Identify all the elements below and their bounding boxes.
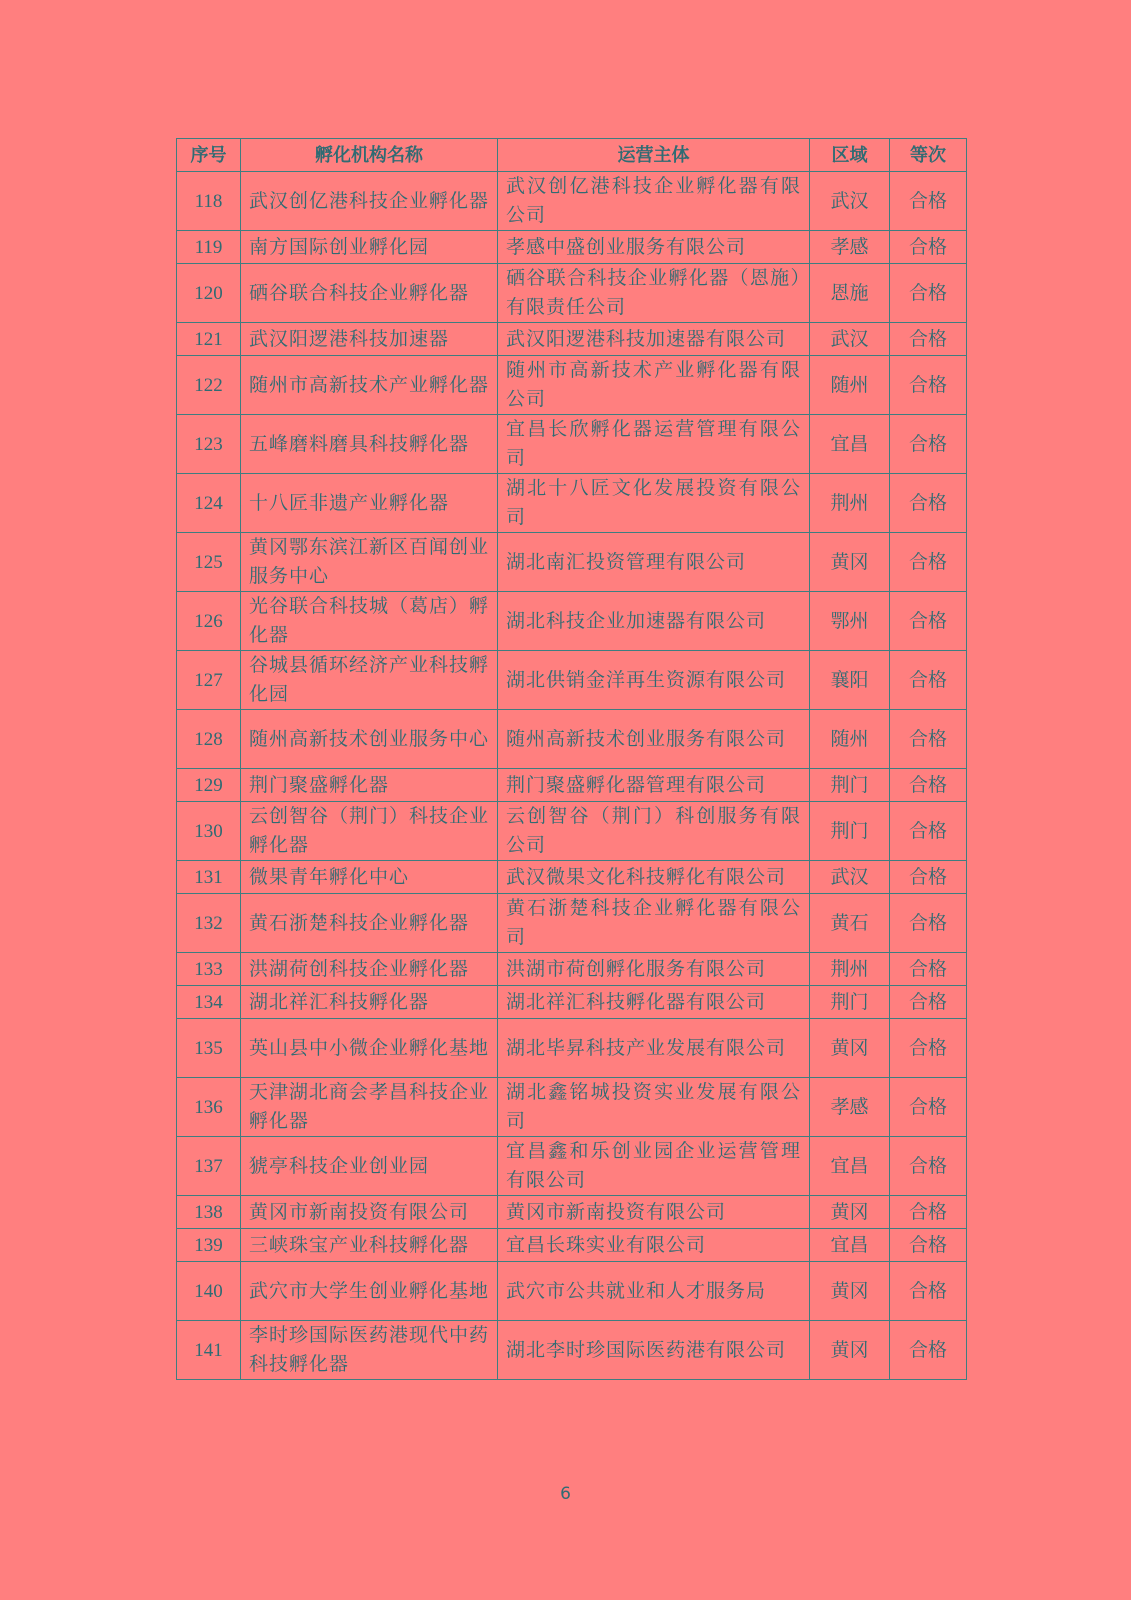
table-row — [177, 651, 967, 710]
cell-grade: 合格 — [890, 323, 967, 356]
cell-name: 武汉阳逻港科技加速器 — [241, 323, 498, 356]
cell-operator: 湖北祥汇科技孵化器有限公司 — [498, 986, 810, 1019]
table-row — [177, 356, 967, 415]
cell-operator: 洪湖市荷创孵化服务有限公司 — [498, 953, 810, 986]
header-operator: 运营主体 — [498, 139, 810, 172]
cell-region: 武汉 — [810, 323, 890, 356]
cell-name: 武穴市大学生创业孵化基地 — [241, 1262, 498, 1321]
table-row — [177, 1321, 967, 1380]
table-row — [177, 592, 967, 651]
cell-operator: 宜昌鑫和乐创业园企业运营管理有限公司 — [498, 1137, 810, 1196]
table-row — [177, 172, 967, 231]
table-row — [177, 894, 967, 953]
table-row — [177, 415, 967, 474]
cell-region: 荆州 — [810, 953, 890, 986]
table-row — [177, 802, 967, 861]
cell-region: 随州 — [810, 356, 890, 415]
cell-name: 随州高新技术创业服务中心 — [241, 710, 498, 769]
cell-grade: 合格 — [890, 231, 967, 264]
cell-no: 120 — [177, 264, 241, 323]
cell-name: 微果青年孵化中心 — [241, 861, 498, 894]
cell-grade: 合格 — [890, 1196, 967, 1229]
cell-grade: 合格 — [890, 986, 967, 1019]
table-row — [177, 264, 967, 323]
cell-name: 湖北祥汇科技孵化器 — [241, 986, 498, 1019]
cell-grade: 合格 — [890, 710, 967, 769]
cell-no: 124 — [177, 474, 241, 533]
cell-grade: 合格 — [890, 1321, 967, 1380]
cell-operator: 宜昌长欣孵化器运营管理有限公司 — [498, 415, 810, 474]
cell-name: 猇亭科技企业创业园 — [241, 1137, 498, 1196]
cell-operator: 武汉阳逻港科技加速器有限公司 — [498, 323, 810, 356]
cell-operator: 湖北十八匠文化发展投资有限公司 — [498, 474, 810, 533]
cell-operator: 硒谷联合科技企业孵化器（恩施）有限责任公司 — [498, 264, 810, 323]
cell-operator: 湖北供销金洋再生资源有限公司 — [498, 651, 810, 710]
cell-name: 随州市高新技术产业孵化器 — [241, 356, 498, 415]
cell-name: 南方国际创业孵化园 — [241, 231, 498, 264]
cell-grade: 合格 — [890, 1078, 967, 1137]
cell-grade: 合格 — [890, 415, 967, 474]
table-row — [177, 1229, 967, 1262]
cell-operator: 宜昌长珠实业有限公司 — [498, 1229, 810, 1262]
cell-region: 宜昌 — [810, 1137, 890, 1196]
cell-operator: 武汉微果文化科技孵化有限公司 — [498, 861, 810, 894]
cell-no: 134 — [177, 986, 241, 1019]
cell-region: 武汉 — [810, 172, 890, 231]
header-grade: 等次 — [890, 139, 967, 172]
cell-name: 光谷联合科技城（葛店）孵化器 — [241, 592, 498, 651]
cell-region: 黄冈 — [810, 1321, 890, 1380]
cell-grade: 合格 — [890, 651, 967, 710]
cell-grade: 合格 — [890, 953, 967, 986]
cell-name: 黄冈市新南投资有限公司 — [241, 1196, 498, 1229]
cell-no: 121 — [177, 323, 241, 356]
cell-name: 硒谷联合科技企业孵化器 — [241, 264, 498, 323]
cell-no: 138 — [177, 1196, 241, 1229]
table-row — [177, 1137, 967, 1196]
table-row — [177, 769, 967, 802]
cell-region: 黄石 — [810, 894, 890, 953]
cell-operator: 孝感中盛创业服务有限公司 — [498, 231, 810, 264]
cell-name: 谷城县循环经济产业科技孵化园 — [241, 651, 498, 710]
incubator-table-container — [176, 138, 966, 1380]
cell-region: 恩施 — [810, 264, 890, 323]
cell-operator: 云创智谷（荆门）科创服务有限公司 — [498, 802, 810, 861]
table-row — [177, 474, 967, 533]
cell-region: 宜昌 — [810, 1229, 890, 1262]
cell-no: 119 — [177, 231, 241, 264]
table-row — [177, 1078, 967, 1137]
cell-no: 127 — [177, 651, 241, 710]
cell-no: 118 — [177, 172, 241, 231]
cell-no: 139 — [177, 1229, 241, 1262]
cell-grade: 合格 — [890, 533, 967, 592]
cell-operator: 黄石浙楚科技企业孵化器有限公司 — [498, 894, 810, 953]
cell-name: 十八匠非遗产业孵化器 — [241, 474, 498, 533]
cell-operator: 随州市高新技术产业孵化器有限公司 — [498, 356, 810, 415]
table-row — [177, 1019, 967, 1078]
cell-region: 黄冈 — [810, 533, 890, 592]
cell-region: 荆门 — [810, 769, 890, 802]
cell-grade: 合格 — [890, 894, 967, 953]
cell-no: 131 — [177, 861, 241, 894]
cell-region: 宜昌 — [810, 415, 890, 474]
header-no: 序号 — [177, 139, 241, 172]
cell-no: 135 — [177, 1019, 241, 1078]
page-number: 6 — [560, 1484, 571, 1504]
cell-region: 随州 — [810, 710, 890, 769]
cell-operator: 湖北毕昇科技产业发展有限公司 — [498, 1019, 810, 1078]
cell-region: 黄冈 — [810, 1019, 890, 1078]
cell-operator: 湖北李时珍国际医药港有限公司 — [498, 1321, 810, 1380]
table-row — [177, 986, 967, 1019]
cell-name: 云创智谷（荆门）科技企业孵化器 — [241, 802, 498, 861]
cell-no: 128 — [177, 710, 241, 769]
table-row — [177, 533, 967, 592]
table-header-row — [177, 139, 967, 172]
cell-name: 五峰磨料磨具科技孵化器 — [241, 415, 498, 474]
cell-name: 三峡珠宝产业科技孵化器 — [241, 1229, 498, 1262]
cell-region: 孝感 — [810, 231, 890, 264]
cell-grade: 合格 — [890, 474, 967, 533]
table-row — [177, 861, 967, 894]
cell-region: 荆州 — [810, 474, 890, 533]
cell-name: 洪湖荷创科技企业孵化器 — [241, 953, 498, 986]
cell-name: 英山县中小微企业孵化基地 — [241, 1019, 498, 1078]
cell-region: 襄阳 — [810, 651, 890, 710]
cell-no: 125 — [177, 533, 241, 592]
cell-no: 123 — [177, 415, 241, 474]
cell-no: 141 — [177, 1321, 241, 1380]
cell-no: 140 — [177, 1262, 241, 1321]
cell-name: 武汉创亿港科技企业孵化器 — [241, 172, 498, 231]
cell-grade: 合格 — [890, 1229, 967, 1262]
incubator-table — [176, 138, 967, 1380]
cell-grade: 合格 — [890, 1262, 967, 1321]
cell-name: 黄石浙楚科技企业孵化器 — [241, 894, 498, 953]
cell-region: 鄂州 — [810, 592, 890, 651]
cell-region: 荆门 — [810, 802, 890, 861]
cell-region: 孝感 — [810, 1078, 890, 1137]
header-name: 孵化机构名称 — [241, 139, 498, 172]
cell-name: 天津湖北商会孝昌科技企业孵化器 — [241, 1078, 498, 1137]
cell-operator: 荆门聚盛孵化器管理有限公司 — [498, 769, 810, 802]
cell-name: 黄冈鄂东滨江新区百闻创业服务中心 — [241, 533, 498, 592]
cell-no: 130 — [177, 802, 241, 861]
header-region: 区域 — [810, 139, 890, 172]
cell-grade: 合格 — [890, 592, 967, 651]
cell-grade: 合格 — [890, 1019, 967, 1078]
table-row — [177, 710, 967, 769]
table-row — [177, 953, 967, 986]
table-row — [177, 323, 967, 356]
table-row — [177, 1262, 967, 1321]
cell-operator: 武汉创亿港科技企业孵化器有限公司 — [498, 172, 810, 231]
cell-no: 136 — [177, 1078, 241, 1137]
cell-name: 李时珍国际医药港现代中药科技孵化器 — [241, 1321, 498, 1380]
cell-grade: 合格 — [890, 356, 967, 415]
cell-operator: 黄冈市新南投资有限公司 — [498, 1196, 810, 1229]
cell-region: 武汉 — [810, 861, 890, 894]
cell-grade: 合格 — [890, 172, 967, 231]
cell-operator: 武穴市公共就业和人才服务局 — [498, 1262, 810, 1321]
cell-grade: 合格 — [890, 1137, 967, 1196]
cell-region: 荆门 — [810, 986, 890, 1019]
cell-no: 129 — [177, 769, 241, 802]
cell-no: 133 — [177, 953, 241, 986]
cell-no: 126 — [177, 592, 241, 651]
table-body — [177, 172, 967, 1380]
cell-no: 132 — [177, 894, 241, 953]
cell-no: 137 — [177, 1137, 241, 1196]
cell-grade: 合格 — [890, 769, 967, 802]
cell-no: 122 — [177, 356, 241, 415]
cell-grade: 合格 — [890, 802, 967, 861]
table-row — [177, 1196, 967, 1229]
cell-grade: 合格 — [890, 861, 967, 894]
cell-region: 黄冈 — [810, 1262, 890, 1321]
cell-operator: 随州高新技术创业服务有限公司 — [498, 710, 810, 769]
cell-operator: 湖北南汇投资管理有限公司 — [498, 533, 810, 592]
cell-operator: 湖北鑫铭城投资实业发展有限公司 — [498, 1078, 810, 1137]
cell-operator: 湖北科技企业加速器有限公司 — [498, 592, 810, 651]
cell-grade: 合格 — [890, 264, 967, 323]
cell-region: 黄冈 — [810, 1196, 890, 1229]
cell-name: 荆门聚盛孵化器 — [241, 769, 498, 802]
table-row — [177, 231, 967, 264]
